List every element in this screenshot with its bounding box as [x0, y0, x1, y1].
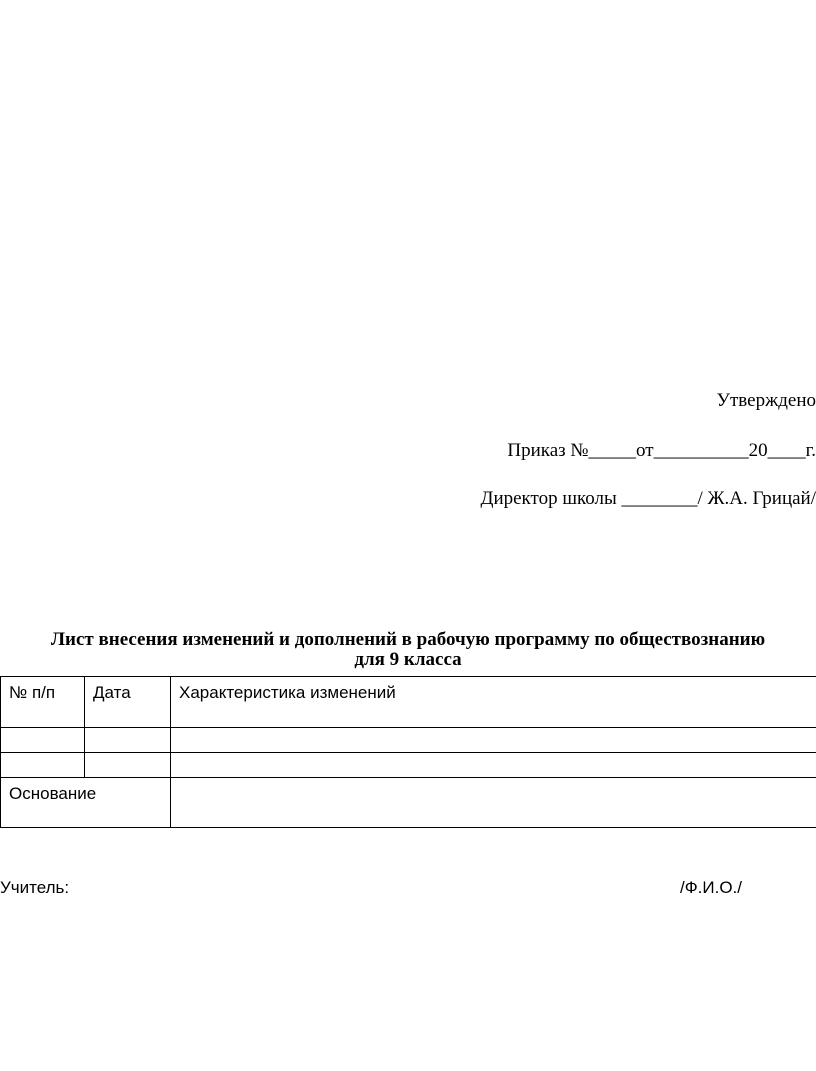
- basis-row: [1, 778, 816, 828]
- title-line-2: для 9 класса: [354, 649, 462, 670]
- teacher-fio: /Ф.И.О./: [680, 878, 742, 897]
- teacher-label: Учитель:: [0, 878, 70, 897]
- table-row: [1, 728, 816, 753]
- header-date: Дата: [85, 677, 171, 728]
- director-signature-line: Директор школы ________/ Ж.А. Грицай/: [480, 488, 816, 509]
- table-cell: [171, 753, 816, 778]
- document-title: [0, 630, 816, 670]
- basis-value: [171, 778, 816, 828]
- basis-label: Основание: [1, 778, 171, 828]
- order-line: Приказ №_____от__________20____г.: [507, 440, 816, 461]
- table-cell: [171, 728, 816, 753]
- changes-table: [0, 676, 816, 828]
- table-cell: [85, 728, 171, 753]
- table-cell: [85, 753, 171, 778]
- table-header-row: [1, 677, 816, 728]
- title-line-1: Лист внесения изменений и дополнений в рабочую программу по обществознанию: [50, 629, 766, 650]
- table-cell: [1, 753, 85, 778]
- header-description: Характеристика изменений: [171, 677, 816, 728]
- header-number: № п/п: [1, 677, 85, 728]
- approved-label: Утверждено: [716, 390, 816, 411]
- table-cell: [1, 728, 85, 753]
- table-row: [1, 753, 816, 778]
